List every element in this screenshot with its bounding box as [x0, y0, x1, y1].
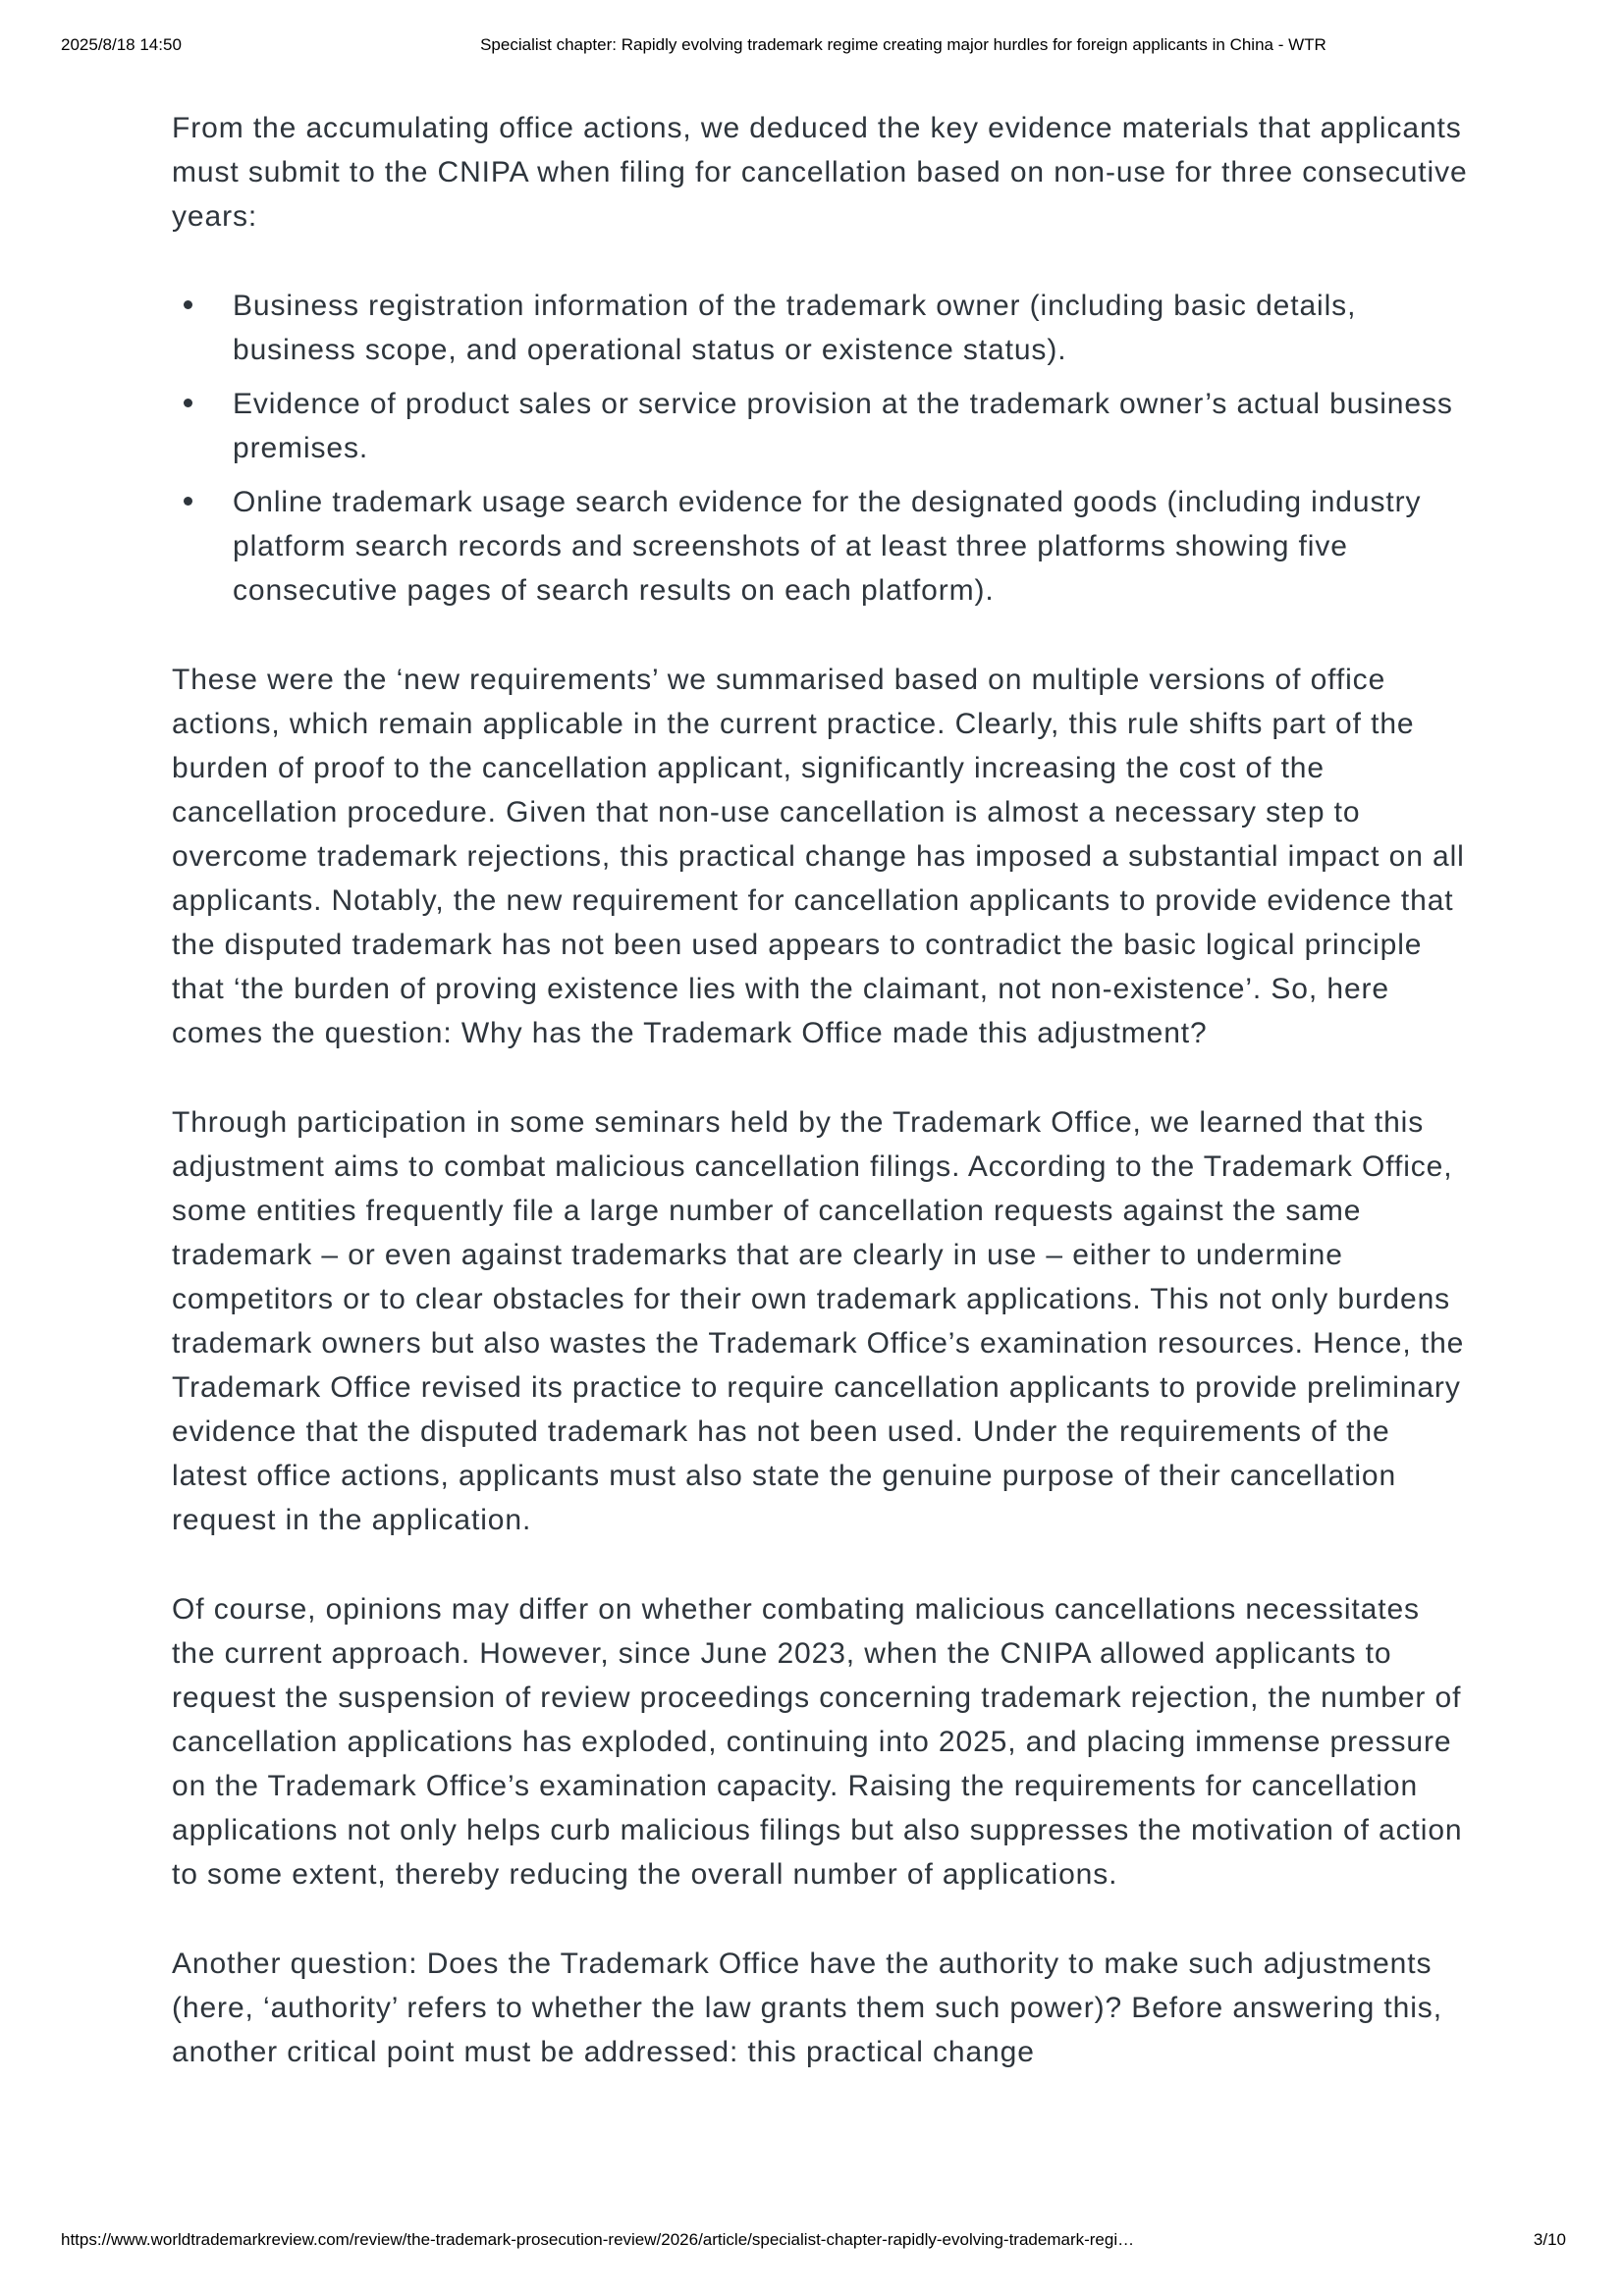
page-indicator: 3/10: [1533, 2230, 1566, 2249]
body-paragraph: Through participation in some seminars held by the Trademark Office, we learned that this adjustment aims to combat malicious cancellation filings. According to the Trademark Office, some entities frequently file a large number of cancellation requests against the same trademark – or even against trademarks that are clearly in use – either to undermine competitors or to clear obstacles for their own trademark applications. This not only burdens trademark owners but also wastes the Trademark Office’s examination resources. Hence, the Trademark Office revised its practice to require cancellation applicants to provide preliminary evidence that the disputed trademark has not been used. Under the requirements of the latest office actions, applicants must also state the genuine purpose of their cancellation request in the application.: [172, 1106, 1465, 1536]
intro-paragraph: From the accumulating office actions, we deduced the key evidence materials that applicants must submit to the CNIPA when filing for cancellation based on non-use for three consecutive years:: [172, 112, 1468, 233]
body-paragraph: Of course, opinions may differ on whether combating malicious cancellations necessitates the current approach. However, since June 2023, when the CNIPA allowed applicants to request the suspension of review proceedings concerning trademark rejection, the number of cancellation applications has exploded, continuing into 2025, and placing immense pressure on the Trademark Office’s examination capacity. Raising the requirements for cancellation applications not only helps curb malicious filings but also suppresses the motivation of action to some extent, thereby reducing the overall number of applications.: [172, 1593, 1463, 1891]
print-datetime: 2025/8/18 14:50: [61, 35, 182, 54]
body-paragraph: Another question: Does the Trademark Office have the authority to make such adjustments (here, ‘authority’ refers to whether the law grants them such power)? Before answering this, another critical point must be addressed: this practical change: [172, 1948, 1442, 2068]
evidence-list-item: Evidence of product sales or service provision at the trademark owner’s actual business premises.: [233, 382, 1470, 470]
print-header: [61, 35, 1566, 55]
evidence-list-item: Online trademark usage search evidence for the designated goods (including industry platform search records and screenshots of at least three platforms showing five consecutive pages of search results on each platform).: [233, 480, 1470, 613]
evidence-list-item: Business registration information of the trademark owner (including basic details, business scope, and operational status or existence status).: [233, 284, 1470, 372]
body-paragraphs: [172, 658, 1470, 2074]
print-footer: [61, 2230, 1566, 2250]
source-url: https://www.worldtrademarkreview.com/review/the-trademark-prosecution-review/2026/article/specialist-chapter-rapidly-evolving-trademark-regi…: [61, 2230, 1135, 2249]
body-paragraph: These were the ‘new requirements’ we summarised based on multiple versions of office actions, which remain applicable in the current practice. Clearly, this rule shifts part of the burden of proof to the cancellation applicant, significantly increasing the cost of the cancellation procedure. Given that non-use cancellation is almost a necessary step to overcome trademark rejections, this practical change has imposed a substantial impact on all applicants. Notably, the new requirement for cancellation applicants to provide evidence that the disputed trademark has not been used appears to contradict the basic logical principle that ‘the burden of proving existence lies with the claimant, not non-existence’. So, here comes the question: Why has the Trademark Office made this adjustment?: [172, 664, 1465, 1049]
evidence-list: [172, 284, 1470, 613]
print-title: Specialist chapter: Rapidly evolving trademark regime creating major hurdles for foreign applicants in China - WTR: [480, 35, 1326, 54]
article-body: [172, 106, 1470, 2074]
